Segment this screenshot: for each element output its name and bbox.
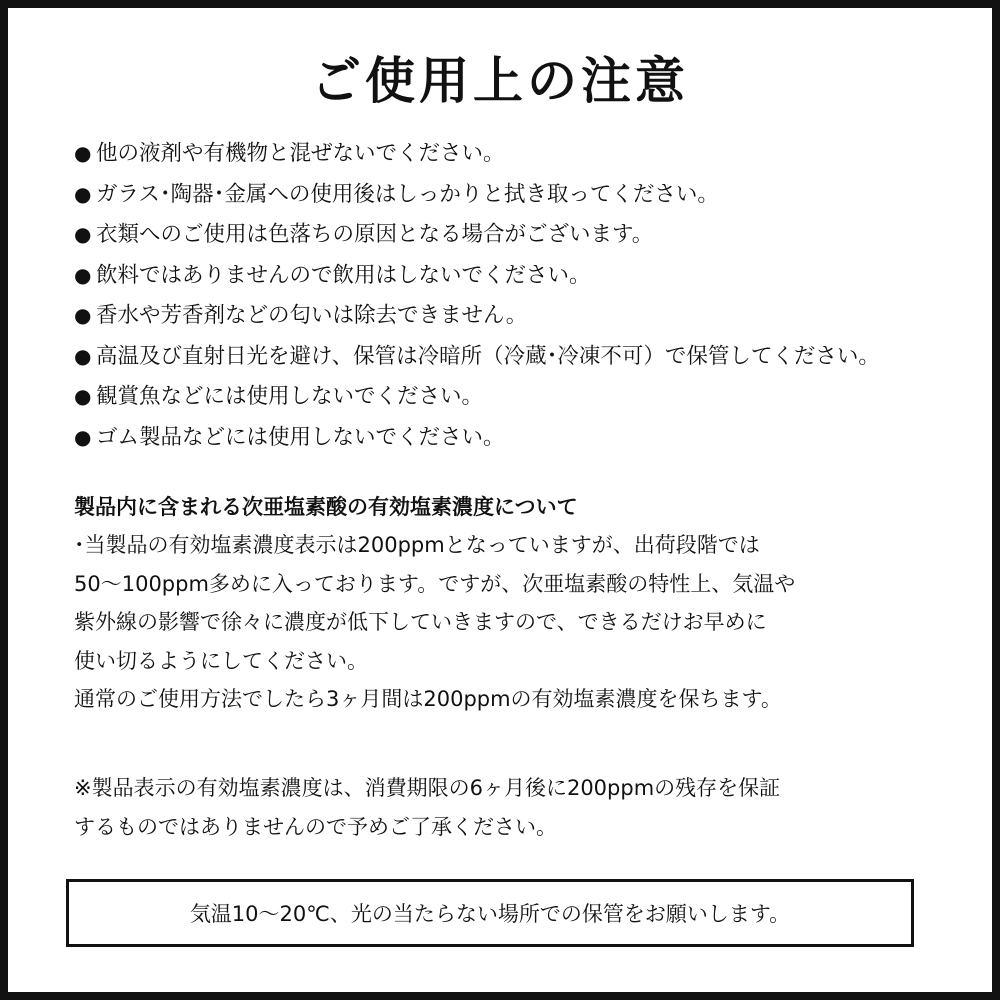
bullet-icon: ●: [74, 262, 92, 287]
section-line: 通常のご使用方法でしたら3ヶ月間は200ppmの有効塩素濃度を保ちます。: [74, 687, 782, 711]
caution-item: [74, 295, 974, 336]
caution-item: [74, 417, 974, 458]
caution-text: 高温及び直射日光を避け、保管は冷暗所（冷蔵･冷凍不可）で保管してください。: [96, 343, 880, 369]
caution-text: ゴム製品などには使用しないでください。: [96, 424, 505, 450]
note-line: ※製品表示の有効塩素濃度は、消費期限の6ヶ月後に200ppmの残存を保証: [74, 776, 781, 800]
page-title: ご使用上の注意: [311, 52, 689, 110]
caution-item: [74, 133, 974, 174]
disclaimer-note: [74, 769, 954, 846]
caution-text: 香水や芳香剤などの匂いは除去できません。: [96, 303, 528, 328]
concentration-section: [74, 488, 954, 719]
section-line: 紫外線の影響で徐々に濃度が低下していきますので、できるだけお早めに: [74, 610, 767, 634]
caution-text: 衣類へのご使用は色落ちの原因となる場合がございます。: [96, 222, 654, 247]
section-line: 使い切るようにしてください。: [74, 648, 368, 673]
bullet-icon: ●: [74, 384, 92, 408]
caution-text: ガラス･陶器･金属への使用後はしっかりと拭き取ってください。: [96, 181, 719, 207]
caution-text: 飲料ではありませんので飲用はしないでください。: [96, 262, 591, 288]
storage-notice-text: 気温10～20℃、光の当たらない場所での保管をお願いします。: [189, 902, 791, 926]
caution-item: [74, 376, 974, 417]
note-line: するものではありませんので予めご了承ください。: [74, 814, 557, 839]
bullet-icon: ●: [74, 141, 92, 165]
caution-text: 他の液剤や有機物と混ぜないでください。: [96, 141, 505, 166]
bullet-icon: ●: [74, 343, 92, 368]
bullet-icon: ●: [74, 303, 92, 327]
caution-list: [74, 133, 974, 457]
caution-item: [74, 255, 974, 296]
section-line: ･当製品の有効塩素濃度表示は200ppmとなっていますが、出荷段階では: [74, 533, 760, 557]
bullet-icon: ●: [74, 222, 92, 246]
caution-item: [74, 336, 974, 377]
caution-text: 観賞魚などには使用しないでください。: [96, 384, 484, 409]
caution-item: [74, 174, 974, 215]
caution-item: [74, 214, 974, 255]
bullet-icon: ●: [74, 181, 92, 206]
section-heading: 製品内に含まれる次亜塩素酸の有効塩素濃度について: [74, 495, 578, 519]
storage-notice-box: [66, 879, 914, 947]
bullet-icon: ●: [74, 424, 92, 449]
section-line: 50～100ppm多めに入っております。ですが、次亜塩素酸の特性上、気温や: [74, 571, 796, 596]
